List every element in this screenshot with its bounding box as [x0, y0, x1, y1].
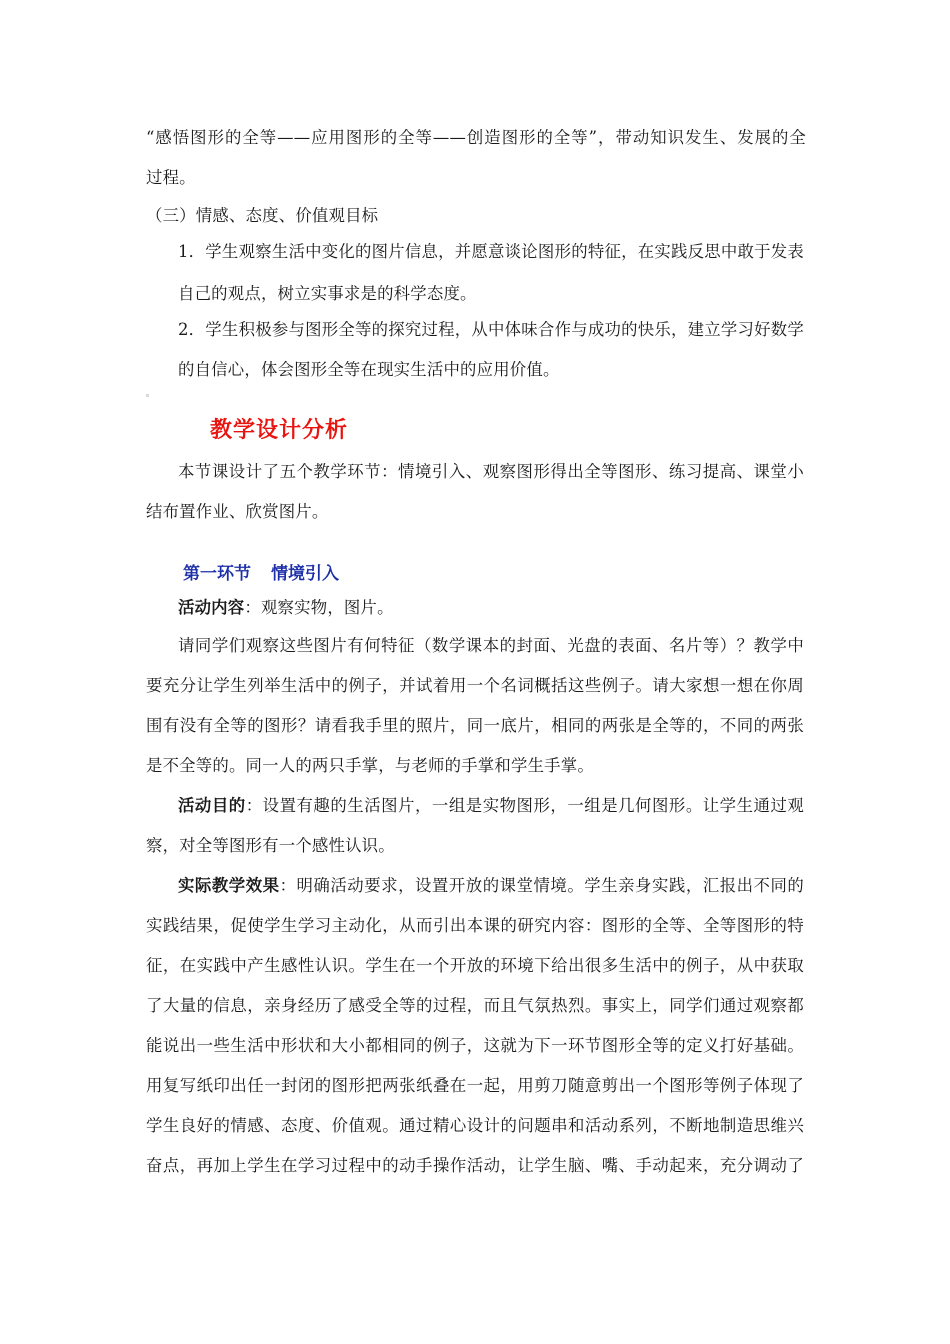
teaching-effect-line-1 — [178, 876, 804, 896]
teaching-effect-line-2: 实践结果，促使学生学习主动化，从而引出本课的研究内容：图形的全等、全等图形的特 — [146, 916, 804, 935]
paragraph-1-line-1: 请同学们观察这些图片有何特征（数学课本的封面、光盘的表面、名片等）？教学中 — [178, 636, 804, 655]
activity-goal-label: 活动目的 — [178, 796, 246, 815]
activity-goal-line-1 — [178, 796, 804, 816]
objective-heading: （三）情感、态度、价值观目标 — [146, 206, 379, 225]
intro-line-2: 过程。 — [146, 168, 196, 187]
activity-goal-line-2: 察，对全等图形有一个感性认识。 — [146, 836, 395, 855]
paragraph-mark — [146, 394, 149, 397]
activity-goal-text: ：设置有趣的生活图片，一组是实物图形，一组是几何图形。让学生通过观 — [245, 796, 804, 815]
section-1-title — [183, 564, 339, 584]
teaching-effect-text: ：明确活动要求，设置开放的课堂情境。学生亲身实践，汇报出不同的 — [279, 876, 805, 895]
activity-content-text: ：观察实物，图片。 — [244, 598, 394, 617]
paragraph-1-line-3: 围有没有全等的图形？请看我手里的照片，同一底片，相同的两张是全等的，不同的两张 — [146, 716, 804, 735]
objective-item-1-line-2: 自己的观点，树立实事求是的科学态度。 — [178, 284, 477, 303]
objective-item-1-line-1: 1．学生观察生活中变化的图片信息，并愿意谈论图形的特征，在实践反思中敢于发表 — [178, 242, 804, 261]
paragraph-1-line-2: 要充分让学生列举生活中的例子，并试着用一个名词概括这些例子。请大家想一想在你周 — [146, 676, 804, 695]
analysis-line-2: 结布置作业、欣赏图片。 — [146, 502, 329, 521]
analysis-line-1: 本节课设计了五个教学环节：情境引入、观察图形得出全等图形、练习提高、课堂小 — [178, 462, 804, 481]
objective-item-2-line-1: 2．学生积极参与图形全等的探究过程，从中体味合作与成功的快乐，建立学习好数学 — [178, 320, 804, 339]
section-1-name: 情境引入 — [271, 564, 339, 584]
teaching-effect-line-5: 能说出一些生活中形状和大小都相同的例子，这就为下一环节图形全等的定义打好基础。 — [146, 1036, 804, 1055]
teaching-effect-line-4: 了大量的信息，亲身经历了感受全等的过程，而且气氛热烈。事实上，同学们通过观察都 — [146, 996, 804, 1015]
intro-line-1: “感悟图形的全等——应用图形的全等——创造图形的全等”，带动知识发生、发展的全 — [146, 128, 806, 147]
section-1-number: 第一环节 — [183, 564, 251, 584]
activity-content — [178, 598, 394, 618]
teaching-effect-line-6: 用复写纸印出任一封闭的图形把两张纸叠在一起，用剪刀随意剪出一个图形等例子体现了 — [146, 1076, 804, 1095]
teaching-effect-label: 实际教学效果 — [178, 876, 280, 895]
paragraph-1-line-4: 是不全等的。同一人的两只手掌，与老师的手掌和学生手掌。 — [146, 756, 594, 775]
teaching-effect-line-3: 征，在实践中产生感性认识。学生在一个开放的环境下给出很多生活中的例子，从中获取 — [146, 956, 804, 975]
analysis-title: 教学设计分析 — [210, 418, 349, 443]
teaching-effect-line-8: 奋点，再加上学生在学习过程中的动手操作活动，让学生脑、嘴、手动起来，充分调动了 — [146, 1156, 804, 1175]
objective-item-2-line-2: 的自信心，体会图形全等在现实生活中的应用价值。 — [178, 360, 560, 379]
teaching-effect-line-7: 学生良好的情感、态度、价值观。通过精心设计的问题串和活动系列，不断地制造思维兴 — [146, 1116, 804, 1135]
activity-content-label: 活动内容 — [178, 598, 245, 617]
